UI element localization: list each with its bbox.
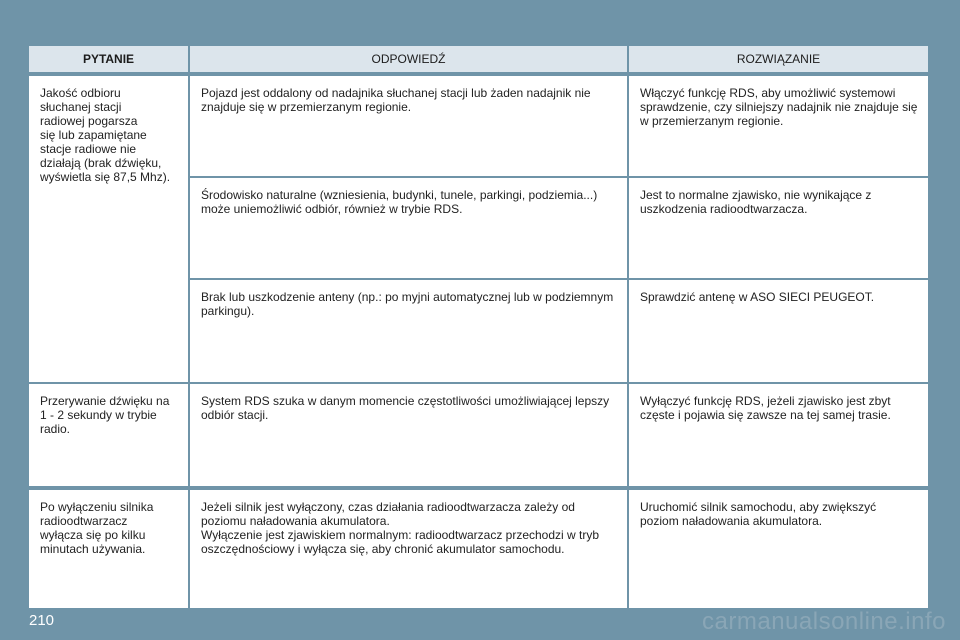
answer-cell: Jeżeli silnik jest wyłączony, czas działania radioodtwarzacza zależy od poziomu naładowania akumulatora. Wyłączenie jest zjawiskiem normalnym: radioodtwarzacz przechodzi w tryb oszczędnościowy i wyłącza się, aby chronić akumulator samochodu.	[190, 490, 627, 608]
header-solution: ROZWIĄZANIE	[629, 46, 928, 72]
answer-cell: Pojazd jest oddalony od nadajnika słuchanej stacji lub żaden nadajnik nie znajduje się w przemierzanym regionie.	[190, 76, 627, 176]
answer-cell: System RDS szuka w danym momencie częstotliwości umożliwiającej lepszy odbiór stacji.	[190, 384, 627, 486]
answer-cell: Środowisko naturalne (wzniesienia, budynki, tunele, parkingi, podziemia...) może uniemożliwić odbiór, również w trybie RDS.	[190, 178, 627, 278]
question-cell: Przerywanie dźwięku na 1 - 2 sekundy w trybie radio.	[29, 384, 188, 486]
watermark: carmanualsonline.info	[702, 608, 946, 635]
solution-cell: Wyłączyć funkcję RDS, jeżeli zjawisko jest zbyt częste i pojawia się zawsze na tej samej trasie.	[629, 384, 928, 486]
answer-cell: Brak lub uszkodzenie anteny (np.: po myjni automatycznej lub w podziemnym parkingu).	[190, 280, 627, 382]
question-cell: Po wyłączeniu silnika radioodtwarzacz wyłącza się po kilku minutach używania.	[29, 490, 188, 608]
question-cell: Jakość odbioru słuchanej stacji radiowej pogarsza się lub zapamiętane stacje radiowe nie działają (brak dźwięku, wyświetla się 87,5 Mhz).	[29, 76, 188, 382]
solution-cell: Uruchomić silnik samochodu, aby zwiększyć poziom naładowania akumulatora.	[629, 490, 928, 608]
page-number: 210	[29, 612, 55, 629]
solution-cell: Sprawdzić antenę w ASO SIECI PEUGEOT.	[629, 280, 928, 382]
solution-cell: Jest to normalne zjawisko, nie wynikające z uszkodzenia radioodtwarzacza.	[629, 178, 928, 278]
header-question: PYTANIE	[29, 46, 188, 72]
solution-cell: Włączyć funkcję RDS, aby umożliwić systemowi sprawdzenie, czy silniejszy nadajnik nie znajduje się w przemierzanym regionie.	[629, 76, 928, 176]
header-answer: ODPOWIEDŹ	[190, 46, 627, 72]
